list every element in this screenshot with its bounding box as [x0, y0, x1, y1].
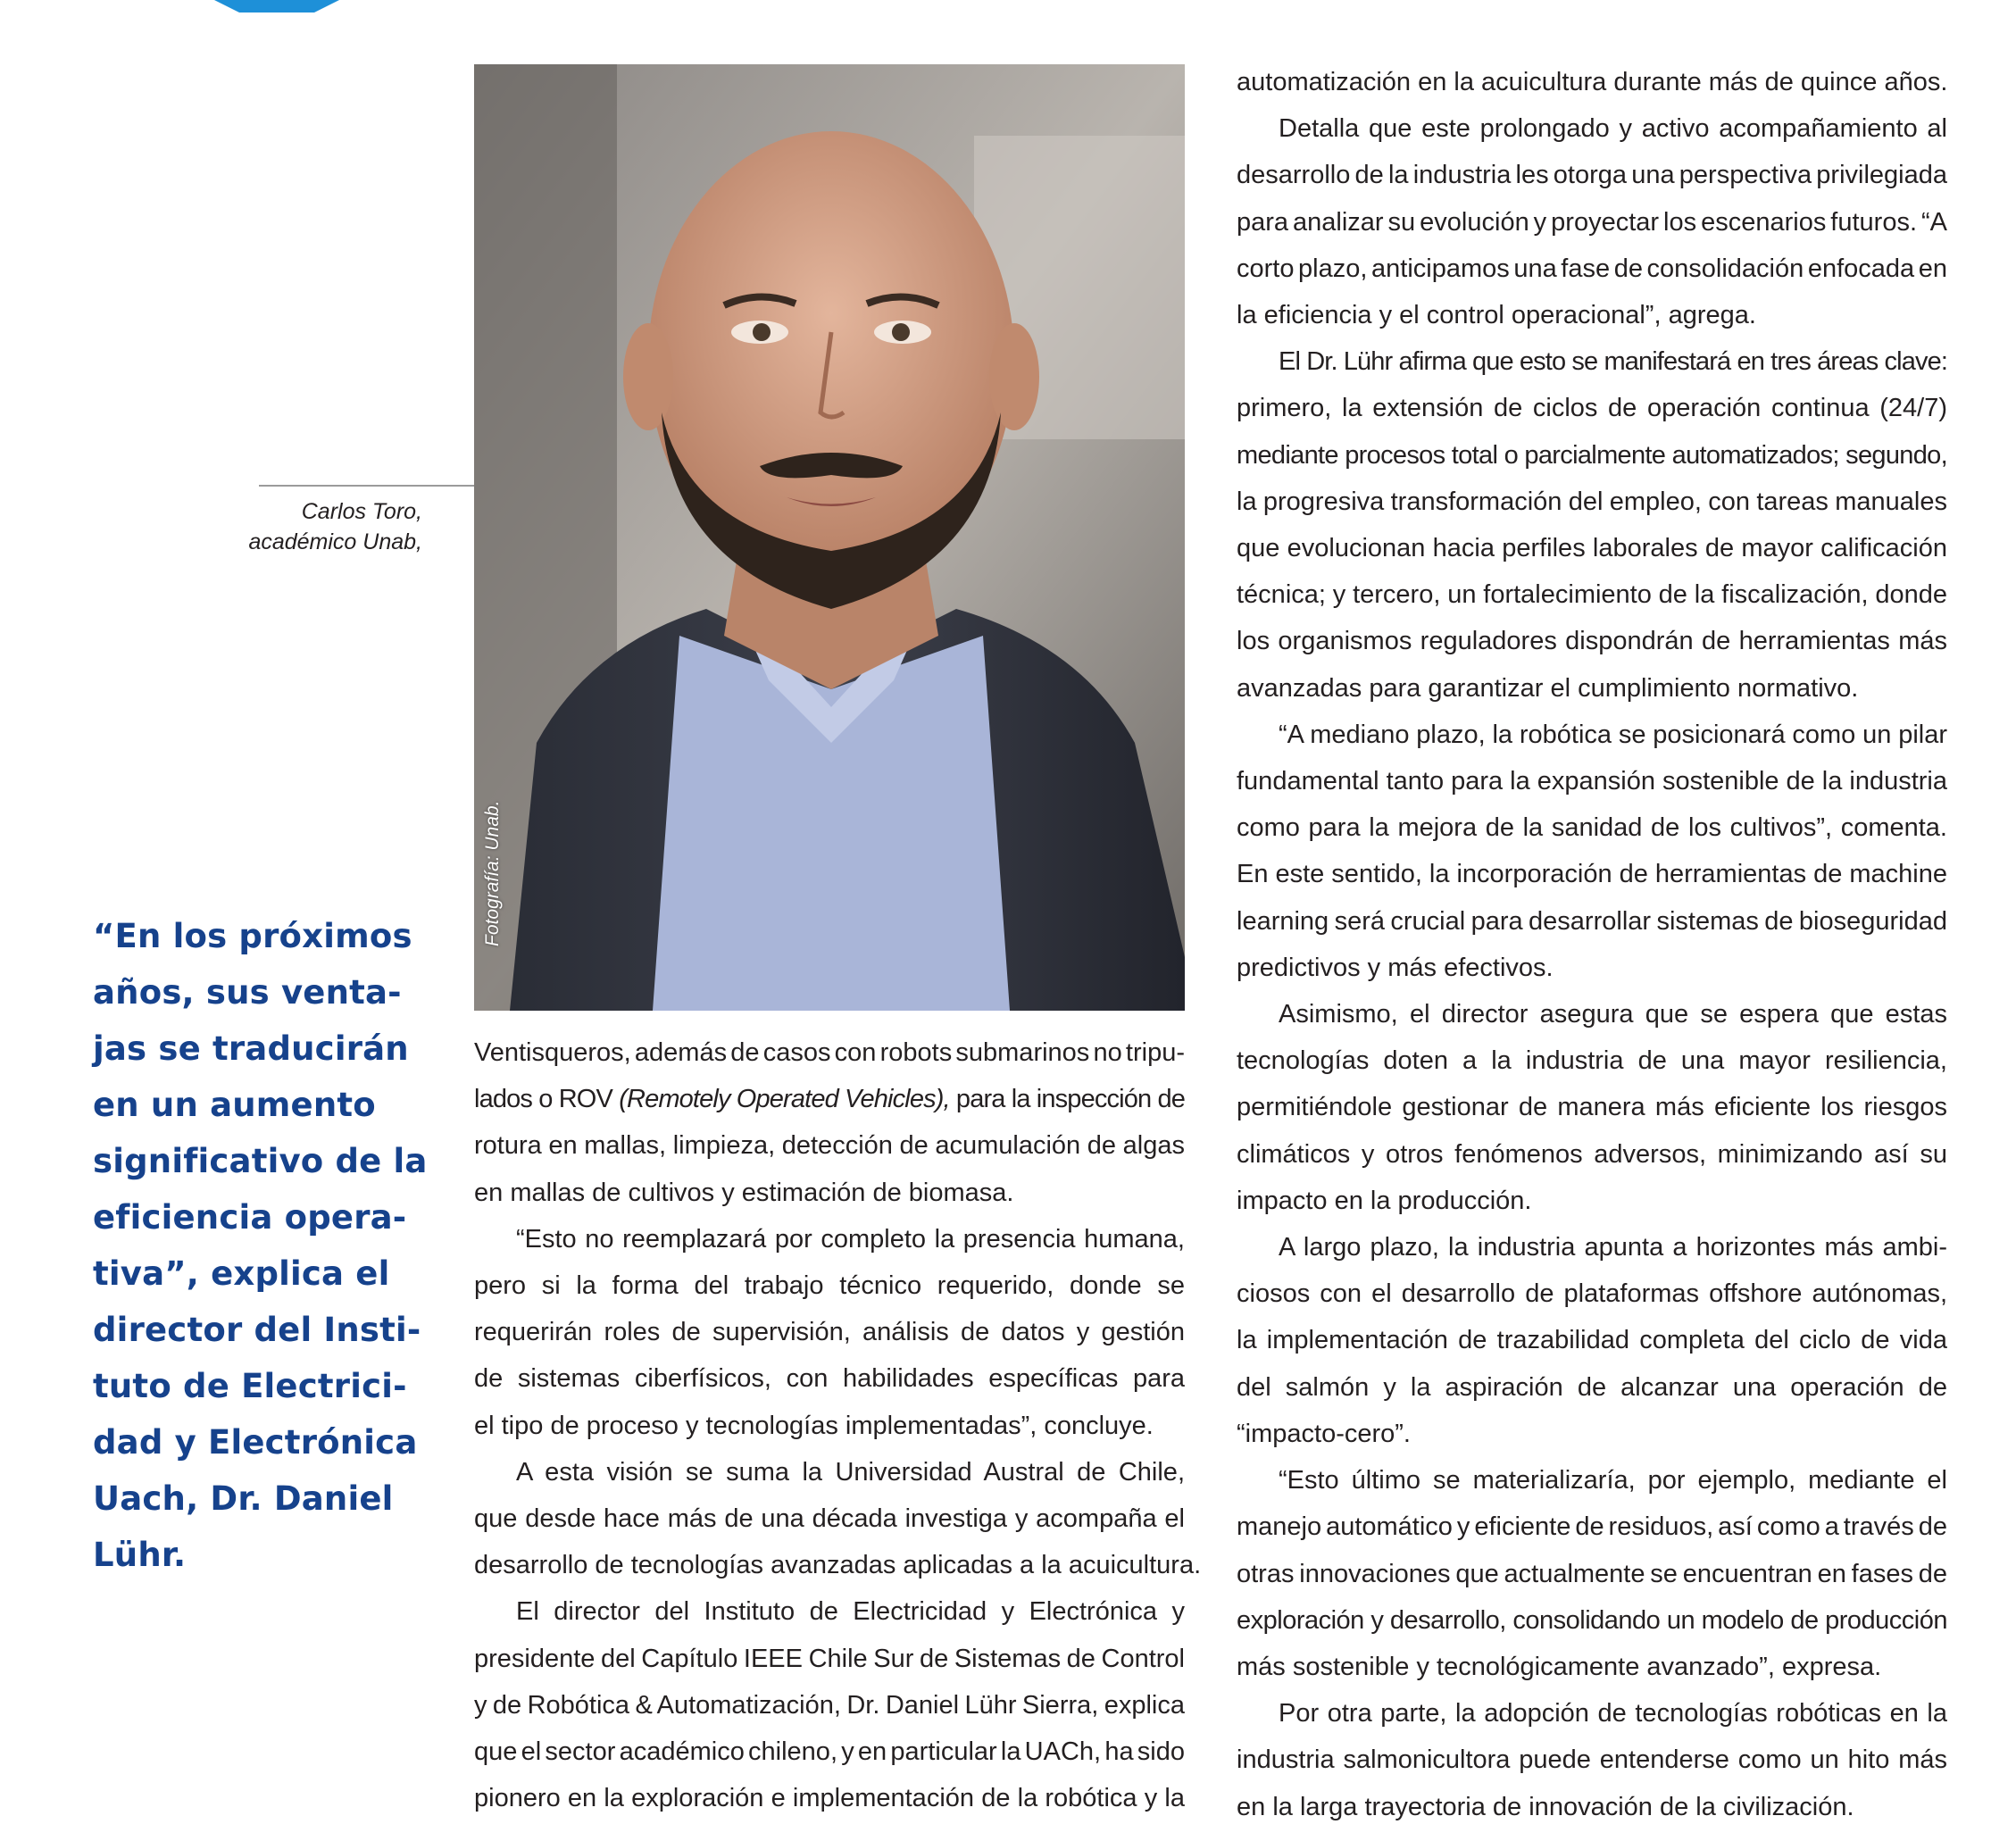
- paragraph: [1237, 1457, 1947, 1690]
- portrait-photo: [474, 64, 1185, 1011]
- text-line: [474, 1076, 1185, 1122]
- text-fragment: para la inspección de: [949, 1085, 1185, 1114]
- text-line: pero si la forma del trabajo técnico requerido, donde se: [474, 1271, 1185, 1301]
- text-line: permitiéndole gestionar de manera más eficiente los riesgos: [1237, 1093, 1947, 1122]
- right-column: [1237, 59, 1947, 1830]
- text-line: para analizar su evolución y proyectar los escenarios futuros. “A: [1237, 207, 1947, 237]
- photo-credit: Fotografía: Unab.: [482, 800, 503, 946]
- paragraph: [1237, 1690, 1947, 1830]
- text-line: exploración y desarrollo, consolidando un modelo de producción: [1237, 1605, 1947, 1635]
- quote-line: tiva”, explica el: [93, 1254, 390, 1293]
- text-line: el tipo de proceso y tecnologías implementadas”, concluye.: [474, 1411, 1154, 1440]
- pull-quote: [93, 908, 432, 1583]
- text-line: primero, la extensión de ciclos de operación continua (24/7): [1237, 394, 1947, 423]
- paragraph: [474, 1588, 1185, 1821]
- text-line: climáticos y otros fenómenos adversos, minimizando así su: [1237, 1139, 1947, 1169]
- text-line: pionero en la exploración e implementación de la robótica y la: [474, 1784, 1185, 1813]
- quote-line: Lühr.: [93, 1536, 187, 1574]
- paragraph: [1237, 712, 1947, 991]
- text-line: la eficiencia y el control operacional”, agrega.: [1237, 301, 1756, 330]
- text-line: “impacto-cero”.: [1237, 1419, 1411, 1448]
- text-line: que evolucionan hacia perfiles laborales de mayor calificación: [1237, 534, 1947, 563]
- paragraph: [1237, 105, 1947, 338]
- text-line: en la larga trayectoria de innovación de la civilización.: [1237, 1792, 1854, 1821]
- text-line: otras innovaciones que actualmente se encuentran en fases de: [1237, 1559, 1947, 1588]
- text-line: Ventisqueros, además de casos con robots submarinos no tripu-: [474, 1038, 1185, 1067]
- photo-caption: [248, 496, 422, 557]
- text-line: tecnologías doten a la industria de una mayor resiliencia,: [1237, 1046, 1947, 1076]
- quote-line: jas se traducirán: [93, 1029, 409, 1068]
- portrait-illustration: [474, 64, 1185, 1011]
- paragraph: [474, 1216, 1185, 1449]
- text-line: y de Robótica & Automatización, Dr. Daniel Lühr Sierra, explica: [474, 1690, 1185, 1720]
- text-line: “Esto no reemplazará por completo la presencia humana,: [516, 1224, 1185, 1254]
- text-line: ciosos con el desarrollo de plataformas offshore autónomas,: [1237, 1279, 1947, 1309]
- quote-line: eficiencia opera-: [93, 1198, 407, 1237]
- top-accent-shape: [214, 0, 339, 12]
- caption-line: Carlos Toro,: [301, 499, 422, 524]
- middle-column: [474, 1029, 1202, 1821]
- text-line: desarrollo de tecnologías avanzadas aplicadas a la acuicultura.: [474, 1551, 1202, 1580]
- paragraph: [1237, 59, 1947, 105]
- text-line: A largo plazo, la industria apunta a horizontes más ambi-: [1279, 1233, 1947, 1262]
- quote-line: Uach, Dr. Daniel: [93, 1479, 394, 1518]
- text-line: El director del Instituto de Electricidad y Electrónica y: [516, 1597, 1185, 1627]
- paragraph: [1237, 991, 1947, 1224]
- text-line: técnica; y tercero, un fortalecimiento de la fiscalización, donde: [1237, 580, 1947, 610]
- text-line: “A mediano plazo, la robótica se posicionará como un pilar: [1279, 720, 1947, 749]
- text-line: avanzadas para garantizar el cumplimiento normativo.: [1237, 673, 1859, 703]
- text-line: automatización en la acuicultura durante más de quince años.: [1237, 68, 1948, 96]
- text-line: la progresiva transformación del empleo, con tareas manuales: [1237, 487, 1947, 516]
- text-line: predictivos y más efectivos.: [1237, 953, 1554, 982]
- text-line: rotura en mallas, limpieza, detección de acumulación de algas: [474, 1131, 1185, 1161]
- emphasis-text: (Remotely Operated Vehicles),: [619, 1085, 950, 1114]
- text-line: Por otra parte, la adopción de tecnologías robóticas en la: [1279, 1699, 1947, 1729]
- text-line: impacto en la producción.: [1237, 1186, 1532, 1215]
- text-line: desarrollo de la industria les otorga una perspectiva privilegiada: [1237, 161, 1947, 190]
- text-line: presidente del Capítulo IEEE Chile Sur de Sistemas de Control: [474, 1644, 1185, 1673]
- text-fragment: lados o ROV: [474, 1085, 620, 1114]
- text-line: El Dr. Lühr afirma que esto se manifestará en tres áreas clave:: [1279, 347, 1947, 377]
- text-line: más sostenible y tecnológicamente avanzado”, expresa.: [1237, 1652, 1882, 1681]
- text-line: como para la mejora de la sanidad de los cultivos”, comenta.: [1237, 813, 1947, 843]
- paragraph: [1237, 338, 1947, 712]
- text-line: la implementación de trazabilidad completa del ciclo de vida: [1237, 1326, 1947, 1355]
- quote-line: “En los próximos: [93, 917, 412, 955]
- text-line: en mallas de cultivos y estimación de biomasa.: [474, 1178, 1014, 1207]
- quote-line: significativo de la: [93, 1142, 428, 1180]
- caption-line: académico Unab,: [248, 529, 422, 554]
- text-line: learning será crucial para desarrollar sistemas de bioseguridad: [1237, 906, 1947, 936]
- paragraph: [1237, 1224, 1947, 1457]
- text-line: que el sector académico chileno, y en particular la UACh, ha sido: [474, 1737, 1185, 1767]
- quote-line: tuto de Electrici-: [93, 1367, 407, 1405]
- text-line: de sistemas ciberfísicos, con habilidades específicas para: [474, 1364, 1185, 1394]
- text-line: En este sentido, la incorporación de herramientas de machine: [1237, 860, 1947, 889]
- text-line: fundamental tanto para la expansión sostenible de la industria: [1237, 767, 1947, 796]
- text-line: manejo automático y eficiente de residuos, así como a través de: [1237, 1512, 1947, 1542]
- text-line: corto plazo, anticipamos una fase de consolidación enfocada en: [1237, 254, 1947, 283]
- caption-divider: [259, 485, 474, 487]
- text-line: los organismos reguladores dispondrán de herramientas más: [1237, 627, 1947, 656]
- text-line: Detalla que este prolongado y activo acompañamiento al: [1279, 114, 1947, 144]
- text-line: “Esto último se materializaría, por ejemplo, mediante el: [1279, 1466, 1947, 1495]
- quote-line: dad y Electrónica: [93, 1423, 418, 1462]
- quote-line: en un aumento: [93, 1086, 376, 1124]
- text-line: que desde hace más de una década investiga y acompaña el: [474, 1504, 1185, 1534]
- text-line: industria salmonicultora puede entenderse como un hito más: [1237, 1745, 1947, 1775]
- text-line: Asimismo, el director asegura que se espera que estas: [1279, 1000, 1947, 1029]
- text-line: requerirán roles de supervisión, análisis de datos y gestión: [474, 1318, 1185, 1347]
- quote-line: años, sus venta-: [93, 973, 402, 1012]
- paragraph: [474, 1449, 1202, 1589]
- quote-line: director del Insti-: [93, 1311, 421, 1349]
- text-line: A esta visión se suma la Universidad Austral de Chile,: [516, 1457, 1185, 1487]
- paragraph: [474, 1029, 1185, 1216]
- text-line: mediante procesos total o parcialmente automatizados; segundo,: [1237, 440, 1948, 470]
- text-line: del salmón y la aspiración de alcanzar una operación de: [1237, 1372, 1947, 1402]
